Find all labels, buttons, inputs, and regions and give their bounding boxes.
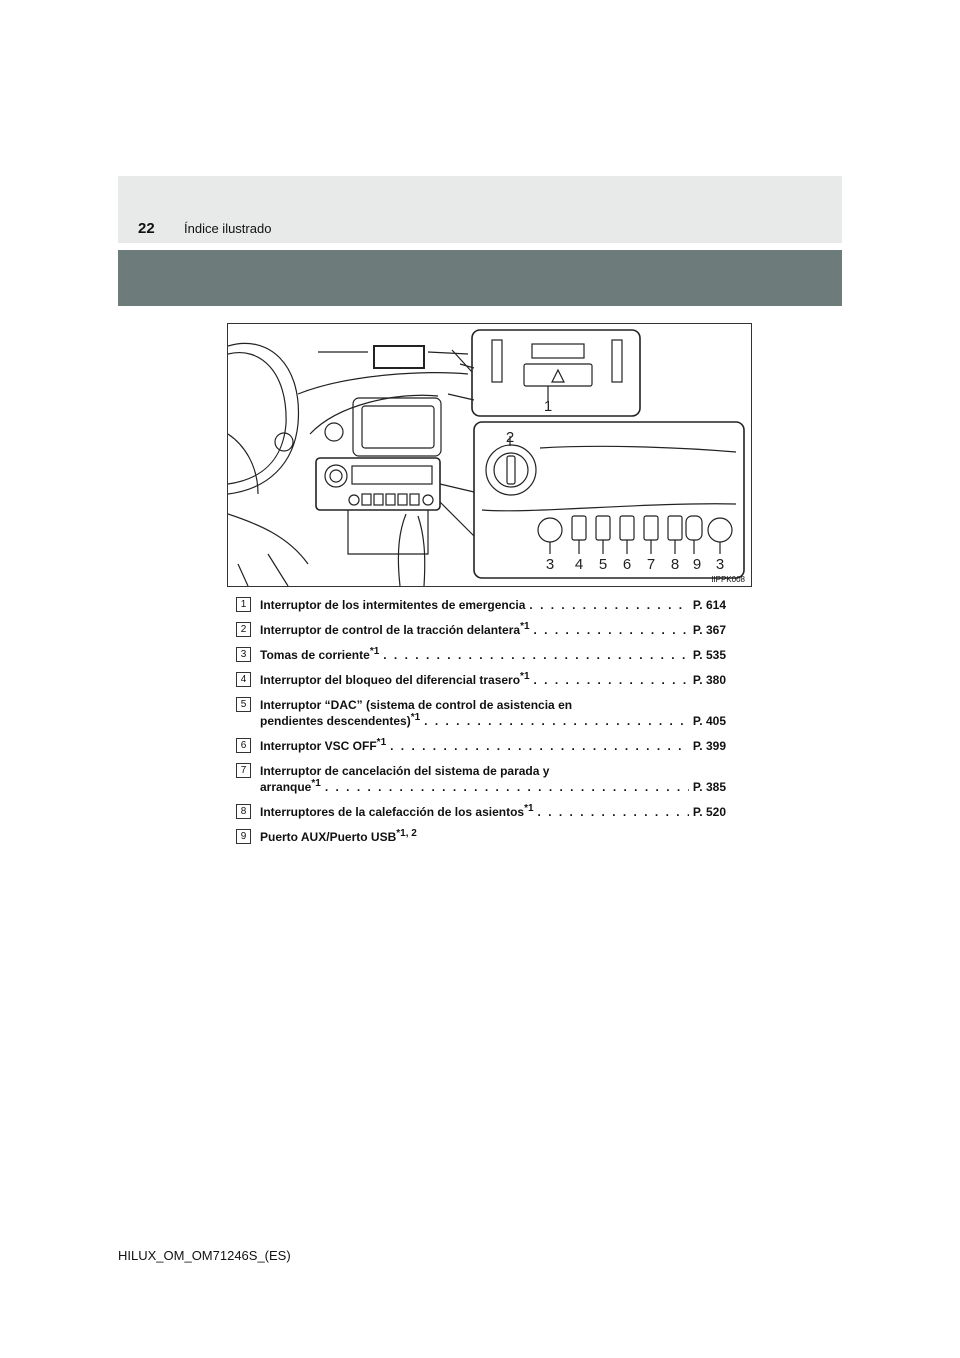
page-ref[interactable]: P. 520 [692, 805, 726, 819]
item-label: pendientes descendentes) [260, 714, 411, 728]
page-ref[interactable]: P. 614 [692, 598, 726, 612]
item-label-line1: Interruptor de cancelación del sistema de parada y [260, 764, 550, 778]
item-label: Interruptor de control de la tracción delantera [260, 623, 521, 637]
list-item [236, 804, 726, 820]
item-number: 8 [236, 804, 251, 819]
item-number: 2 [236, 622, 251, 637]
footnote-marker: *1 [376, 737, 387, 748]
item-label-line1: Interruptor “DAC” (sistema de control de asistencia en [260, 698, 573, 712]
callout-3-left: 3 [545, 556, 555, 573]
page-ref[interactable]: P. 399 [692, 739, 726, 753]
header-band [118, 250, 842, 306]
list-item [236, 647, 726, 663]
page-ref[interactable]: P. 535 [692, 648, 726, 662]
item-number: 4 [236, 672, 251, 687]
footnote-marker: *1 [520, 621, 530, 632]
item-number: 9 [236, 829, 251, 844]
list-item [236, 763, 726, 795]
item-number: 6 [236, 738, 251, 753]
dashboard-illustration [227, 323, 752, 587]
footnote-marker: *1 [410, 712, 421, 723]
list-item [236, 829, 726, 845]
callout-3-right: 3 [715, 556, 725, 573]
callout-2: 2 [505, 429, 515, 446]
footnote-marker: *1 [524, 803, 534, 814]
item-label: Puerto AUX/Puerto USB [260, 830, 397, 844]
item-label: Interruptor de los intermitentes de emergencia [260, 598, 526, 612]
footnote-marker: *1, 2 [396, 828, 417, 839]
callout-5: 5 [598, 556, 608, 573]
list-item [236, 738, 726, 754]
item-number: 5 [236, 697, 251, 712]
item-label: Interruptor del bloqueo del diferencial trasero [260, 673, 521, 687]
footnote-marker: *1 [369, 646, 380, 657]
callout-6: 6 [622, 556, 632, 573]
section-title: Índice ilustrado [184, 221, 272, 236]
document-code: HILUX_OM_OM71246S_(ES) [118, 1248, 291, 1263]
callout-9: 9 [692, 556, 702, 573]
list-item [236, 597, 726, 613]
page-header [118, 176, 842, 243]
item-number: 7 [236, 763, 251, 778]
item-number: 1 [236, 597, 251, 612]
footnote-marker: *1 [520, 671, 530, 682]
callout-7: 7 [646, 556, 656, 573]
list-item [236, 672, 726, 688]
page-ref[interactable]: P. 367 [692, 623, 726, 637]
callout-1: 1 [543, 398, 553, 415]
item-label: Tomas de corriente [260, 648, 370, 662]
callout-8: 8 [670, 556, 680, 573]
item-label: Interruptores de la calefacción de los asientos [260, 805, 525, 819]
item-number: 3 [236, 647, 251, 662]
page-ref[interactable]: P. 380 [692, 673, 726, 687]
item-label: Interruptor VSC OFF [260, 739, 377, 753]
list-item [236, 697, 726, 729]
page-number: 22 [138, 220, 155, 237]
dashboard-drawing [228, 324, 751, 586]
footnote-marker: *1 [311, 778, 321, 789]
page-ref[interactable]: P. 385 [692, 780, 726, 794]
callout-4: 4 [574, 556, 584, 573]
item-list [236, 588, 726, 845]
list-item [236, 622, 726, 638]
figure-code: IIPPK008 [711, 575, 745, 584]
page-ref[interactable]: P. 405 [692, 714, 726, 728]
item-label: arranque [260, 780, 312, 794]
